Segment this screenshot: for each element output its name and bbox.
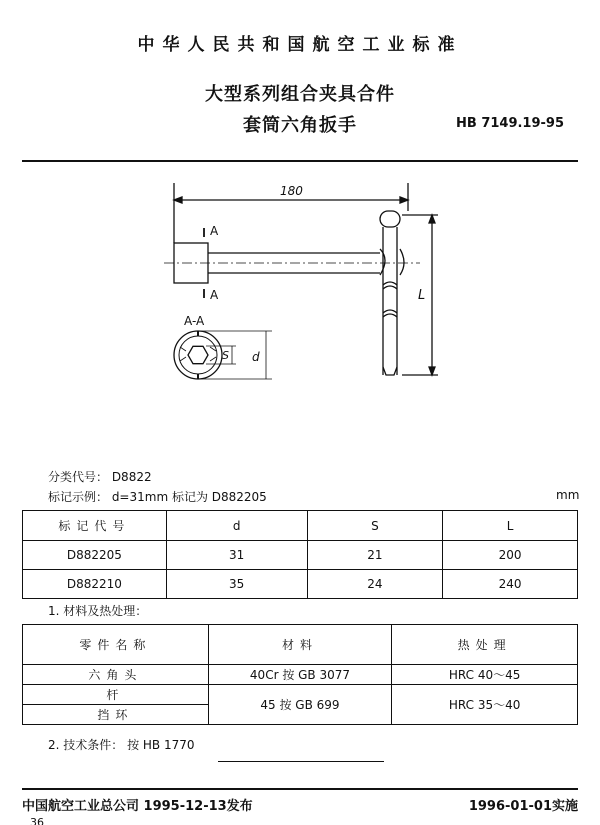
dim-d-label: d [252,350,260,364]
section-hatch-2 [180,357,186,361]
spec-cell-code: D882205 [23,541,167,570]
section-view-label: A-A [184,314,205,328]
materials-header-heat: 热处理 [392,625,578,665]
end-mark-line [218,761,384,762]
material-part: 六角头 [23,665,209,685]
bottom-divider [22,788,578,790]
dim-arrow-left [174,197,182,203]
dim-L-arrow-bottom [429,367,435,375]
material-name: 40Cr 按 GB 3077 [208,665,392,685]
materials-header-material: 材料 [208,625,392,665]
spec-cell-d: 31 [166,541,307,570]
unit-label: mm [556,488,580,502]
material-name: 45 按 GB 699 [208,685,392,725]
table-row [23,665,578,685]
section-hatch-4 [210,357,216,361]
standard-code: HB 7149.19-95 [456,116,565,131]
spec-cell-d: 35 [166,570,307,599]
handle-joint-right [400,249,404,275]
handle-top-cap [380,211,400,227]
break-line-2 [383,286,397,289]
spec-cell-s: 21 [307,541,443,570]
marking-example: 标记示例： d=31mm 标记为 D882205 [48,490,267,504]
spec-cell-l: 240 [443,570,578,599]
handle-bottom-tip [383,367,397,375]
top-divider [22,160,578,162]
break-line-3 [383,310,397,313]
dim-length-label: 180 [280,184,303,198]
spec-header-l: L [443,511,578,541]
dim-S-label: S [222,349,229,362]
spec-cell-code: D882210 [23,570,167,599]
material-part: 挡环 [23,705,209,725]
materials-header-row [23,625,578,665]
materials-section-title: 1. 材料及热处理： [48,604,148,618]
spec-table [22,510,578,599]
spec-cell-s: 24 [307,570,443,599]
spec-table-header-row [23,511,578,541]
break-line-4 [383,314,397,317]
section-mark-bottom-label: A [210,288,219,302]
break-line-1 [383,282,397,285]
materials-header-part: 零件名称 [23,625,209,665]
material-part: 杆 [23,685,209,705]
standard-org-header: 中华人民共和国航空工业标准 [137,35,463,55]
materials-table [22,624,578,725]
section-mark-top-label: A [210,224,219,238]
spec-cell-l: 200 [443,541,578,570]
table-row [23,570,578,599]
table-row [23,685,578,705]
spec-header-code: 标记代号 [23,511,167,541]
wrench-drawing [140,175,460,395]
class-code: 分类代号： D8822 [48,470,152,484]
material-heat: HRC 40～45 [392,665,578,685]
table-row [23,541,578,570]
page-number: 36 [30,816,44,825]
effective-statement: 1996-01-01实施 [468,799,578,814]
section-mid-circle [179,336,217,374]
section-outer-circle [174,331,222,379]
spec-header-d: d [166,511,307,541]
dim-L-arrow-top [429,215,435,223]
title-line-2: 套筒六角扳手 [243,115,357,136]
title-line-1: 大型系列组合夹具合件 [205,84,395,105]
dim-arrow-right [400,197,408,203]
issued-statement: 中国航空工业总公司 1995-12-13发布 [22,799,253,814]
dim-L-label: L [418,288,426,303]
tech-conditions: 2. 技术条件： 按 HB 1770 [48,738,195,752]
section-hex-bore [188,346,208,363]
section-hatch-1 [180,347,186,351]
spec-header-s: S [307,511,443,541]
material-heat: HRC 35～40 [392,685,578,725]
